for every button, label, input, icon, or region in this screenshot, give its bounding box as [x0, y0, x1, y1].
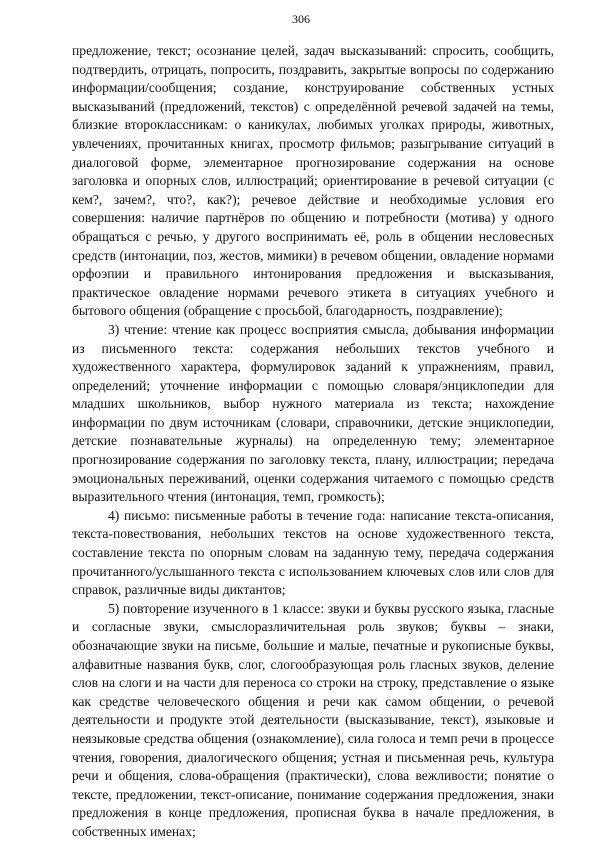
paragraph-writing: 4) письмо: письменные работы в течение года: написание текста-описания, текста-повествования, небольших текстов на основе художественного текста, составление текста по опорным словам на заданную тему, передача содержания прочитанного/услышанного текста с использованием ключевых слов или слов для справок, различные виды диктантов;: [72, 507, 554, 598]
paragraph-reading: 3) чтение: чтение как процесс восприятия смысла, добывания информации из письменного текста: содержания небольших текстов учебного и художественного характера, формулировок заданий к упражнениям, правил, определений; уточнение информации с помощью словаря/энциклопедии для младших школьников, выбор нужного материала из текста; нахождение информации по двум источникам (словари, справочники, детские энциклопедии, детские познавательные журналы) на определенную тему; элементарное прогнозирование содержания по заголовку текста, плану, иллюстрации; передача эмоциональных переживаний, оценки содержания читаемого с помощью средств выразительного чтения (интонация, темп, громкость);: [72, 321, 554, 505]
paragraph-speech-continued: предложение, текст; осознание целей, задач высказываний: спросить, сообщить, подтвердить, отрицать, попросить, поздравить, закрытые вопросы по содержанию информации/сообщения; создание, конструирование собственных устных высказываний (предложений, текстов) с определённой речевой задачей на темы, близкие второклассникам: о каникулах, любимых уголках природы, животных, увлечениях, прочитанных книгах, просмотр фильмов; разыгрывание ситуаций в диалоговой форме, элементарное прогнозирование содержания на основе заголовка и опорных слов, иллюстраций; ориентирование в речевой ситуации (с кем?, зачем?, что?, как?); речевое действие и необходимые условия его совершения: наличие партнёров по общению и потребности (мотива) у одного обращаться с речью, у другого воспринимать её, роль в общении несловесных средств (интонации, поз, жестов, мимики) в речевом общении, овладение нормами орфоэпии и правильного интонирования предложения и высказывания, практическое овладение нормами речевого этикета в ситуациях учебного и бытового общения (обращение с просьбой, благодарность, поздравление);: [72, 43, 554, 319]
document-body: [72, 42, 554, 842]
page-number: 306: [292, 12, 310, 26]
paragraph-review: 5) повторение изученного в 1 классе: звуки и буквы русского языка, гласные и согласные звуки, смыслоразличительная роль звуков; буквы – знаки, обозначающие звуки на письме, большие и малые, печатные и рукописные буквы, алфавитные названия букв, слог, слогообразующая роль гласных звуков, деление слов на слоги и на части для переноса со строки на строку, представление о языке как средстве человеческого общения и речи как самом общении, о речевой деятельности и продукте этой деятельности (высказывание, текст), языковые и неязыковые средства общения (ознакомление), сила голоса и темп речи в процессе чтения, говорения, диалогического общения; устная и письменная речь, культура речи и общения, слова-обращения (практически), слова вежливости; понятие о тексте, предложении, текст-описание, понимание содержания предложения, знаки предложения в конце предложения, прописная буква в начале предложения, в собственных именах;: [72, 600, 554, 839]
